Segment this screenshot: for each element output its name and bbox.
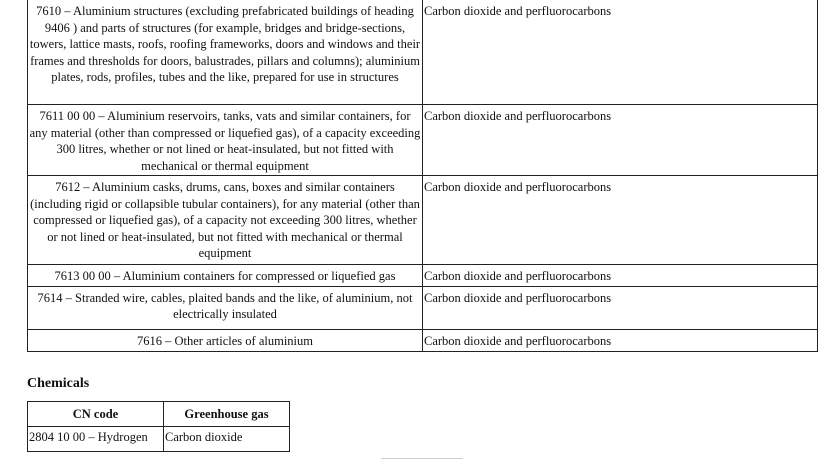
table-row — [28, 265, 818, 287]
aluminium-goods-table — [27, 0, 818, 352]
table-header-row — [28, 402, 290, 427]
greenhouse-gas-cell: Carbon dioxide and perfluorocarbons — [423, 329, 818, 351]
greenhouse-gas-cell: Carbon dioxide and perfluorocarbons — [423, 0, 818, 105]
cn-code-cell: 7613 00 00 – Aluminium containers for compressed or liquefied gas — [28, 265, 423, 287]
table-row — [28, 176, 818, 265]
cn-code-cell: 7612 – Aluminium casks, drums, cans, boxes and similar containers (including rigid or collapsible tubular containers), for any material (other than compressed or liquefied gas), of a capacity not exceeding 300 litres, whether or not lined or heat-insulated, but not fitted with mechanical or thermal equipment — [28, 176, 423, 265]
table-row — [28, 286, 818, 329]
table-row — [28, 105, 818, 176]
chemicals-table — [27, 401, 290, 452]
table-row — [28, 0, 818, 105]
divider — [381, 458, 463, 459]
table-row — [28, 427, 290, 452]
greenhouse-gas-cell: Carbon dioxide and perfluorocarbons — [423, 176, 818, 265]
cn-code-cell: 7614 – Stranded wire, cables, plaited bands and the like, of aluminium, not electrically insulated — [28, 286, 423, 329]
cn-code-header: CN code — [28, 402, 164, 427]
greenhouse-gas-cell: Carbon dioxide — [164, 427, 290, 452]
greenhouse-gas-cell: Carbon dioxide and perfluorocarbons — [423, 105, 818, 176]
cn-code-cell: 2804 10 00 – Hydrogen — [28, 427, 164, 452]
greenhouse-gas-cell: Carbon dioxide and perfluorocarbons — [423, 265, 818, 287]
greenhouse-gas-header: Greenhouse gas — [164, 402, 290, 427]
cn-code-cell: 7611 00 00 – Aluminium reservoirs, tanks, vats and similar containers, for any material (other than compressed or liquefied gas), of a capacity exceeding 300 litres, whether or not lined or heat-insulated, but not fitted with mechanical or thermal equipment — [28, 105, 423, 176]
chemicals-heading: Chemicals — [27, 376, 90, 391]
cn-code-cell: 7610 – Aluminium structures (excluding prefabricated buildings of heading 9406 ) and parts of structures (for example, bridges and bridge-sections, towers, lattice masts, roofs, roofing frameworks, doors and windows and their frames and thresholds for doors, balustrades, pillars and columns); aluminium plates, rods, profiles, tubes and the like, prepared for use in structures — [28, 0, 423, 105]
table-row — [28, 329, 818, 351]
greenhouse-gas-cell: Carbon dioxide and perfluorocarbons — [423, 286, 818, 329]
cn-code-cell: 7616 – Other articles of aluminium — [28, 329, 423, 351]
